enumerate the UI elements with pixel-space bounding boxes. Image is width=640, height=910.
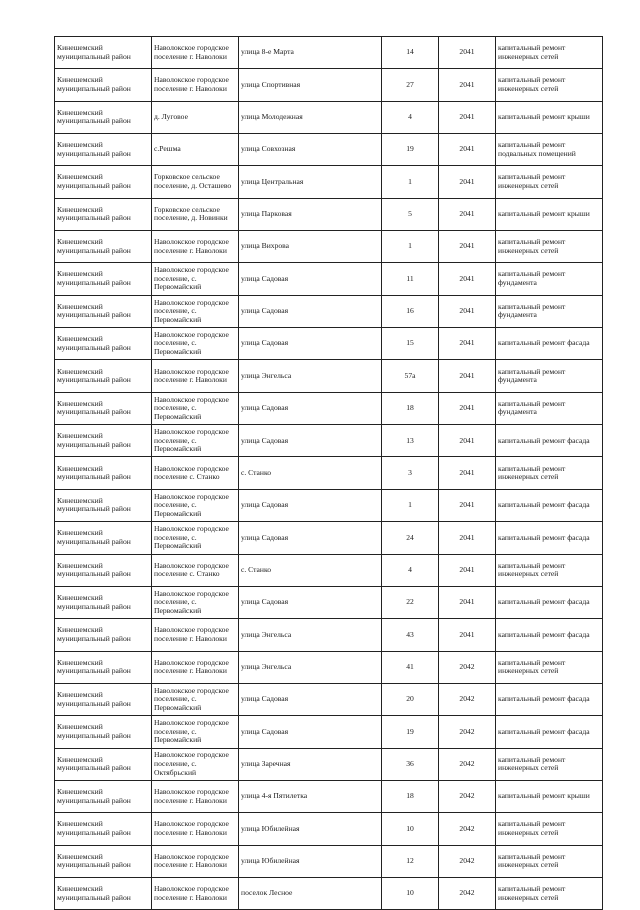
house-number-cell: 11: [382, 263, 439, 295]
district-cell: Кинешемский муниципальный район: [55, 295, 152, 327]
street-cell: улица 8-е Марта: [239, 37, 382, 69]
work-type-cell: капитальный ремонт инженерных сетей: [496, 845, 603, 877]
table-row: [55, 37, 603, 69]
work-type-cell: капитальный ремонт фасада: [496, 489, 603, 521]
street-cell: улица Садовая: [239, 295, 382, 327]
work-type-cell: капитальный ремонт крыши: [496, 780, 603, 812]
table-row: [55, 425, 603, 457]
year-cell: 2041: [439, 328, 496, 360]
year-cell: 2041: [439, 101, 496, 133]
table-row: [55, 586, 603, 618]
settlement-cell: Наволокское городское поселение, с. Первомайский: [152, 425, 239, 457]
table-body: [55, 37, 603, 910]
year-cell: 2042: [439, 845, 496, 877]
year-cell: 2041: [439, 392, 496, 424]
work-type-cell: капитальный ремонт инженерных сетей: [496, 554, 603, 586]
work-type-cell: капитальный ремонт фасада: [496, 586, 603, 618]
table-row: [55, 651, 603, 683]
year-cell: 2041: [439, 522, 496, 554]
street-cell: улица Заречная: [239, 748, 382, 780]
work-type-cell: капитальный ремонт подвальных помещений: [496, 134, 603, 166]
table-row: [55, 522, 603, 554]
street-cell: улица Садовая: [239, 683, 382, 715]
year-cell: 2042: [439, 683, 496, 715]
house-number-cell: 18: [382, 780, 439, 812]
street-cell: улица Совхозная: [239, 134, 382, 166]
district-cell: Кинешемский муниципальный район: [55, 877, 152, 909]
settlement-cell: д. Луговое: [152, 101, 239, 133]
work-type-cell: капитальный ремонт фасада: [496, 683, 603, 715]
street-cell: улица Парковая: [239, 198, 382, 230]
settlement-cell: Наволокское городское поселение г. Наволоки: [152, 69, 239, 101]
table-row: [55, 619, 603, 651]
street-cell: улица Юбилейная: [239, 813, 382, 845]
district-cell: Кинешемский муниципальный район: [55, 69, 152, 101]
district-cell: Кинешемский муниципальный район: [55, 489, 152, 521]
district-cell: Кинешемский муниципальный район: [55, 716, 152, 748]
street-cell: улица Садовая: [239, 586, 382, 618]
house-number-cell: 5: [382, 198, 439, 230]
settlement-cell: Наволокское городское поселение с. Станко: [152, 554, 239, 586]
street-cell: улица Молодежная: [239, 101, 382, 133]
house-number-cell: 10: [382, 877, 439, 909]
house-number-cell: 41: [382, 651, 439, 683]
district-cell: Кинешемский муниципальный район: [55, 425, 152, 457]
work-type-cell: капитальный ремонт фасада: [496, 425, 603, 457]
house-number-cell: 1: [382, 489, 439, 521]
district-cell: Кинешемский муниципальный район: [55, 651, 152, 683]
district-cell: Кинешемский муниципальный район: [55, 231, 152, 263]
settlement-cell: Наволокское городское поселение г. Наволоки: [152, 877, 239, 909]
district-cell: Кинешемский муниципальный район: [55, 748, 152, 780]
house-number-cell: 4: [382, 554, 439, 586]
settlement-cell: Наволокское городское поселение, с. Первомайский: [152, 295, 239, 327]
year-cell: 2041: [439, 134, 496, 166]
settlement-cell: Горковское сельское поселение, д. Новинки: [152, 198, 239, 230]
work-type-cell: капитальный ремонт инженерных сетей: [496, 877, 603, 909]
house-number-cell: 22: [382, 586, 439, 618]
district-cell: Кинешемский муниципальный район: [55, 554, 152, 586]
district-cell: Кинешемский муниципальный район: [55, 683, 152, 715]
district-cell: Кинешемский муниципальный район: [55, 166, 152, 198]
house-number-cell: 3: [382, 457, 439, 489]
year-cell: 2042: [439, 716, 496, 748]
table-row: [55, 554, 603, 586]
year-cell: 2041: [439, 425, 496, 457]
repair-schedule-table: [54, 36, 603, 910]
district-cell: Кинешемский муниципальный район: [55, 780, 152, 812]
district-cell: Кинешемский муниципальный район: [55, 392, 152, 424]
street-cell: улица Садовая: [239, 263, 382, 295]
table-row: [55, 69, 603, 101]
settlement-cell: Наволокское городское поселение с. Станко: [152, 457, 239, 489]
street-cell: улица Вихрова: [239, 231, 382, 263]
table-row: [55, 716, 603, 748]
table-row: [55, 101, 603, 133]
table-row: [55, 263, 603, 295]
work-type-cell: капитальный ремонт инженерных сетей: [496, 231, 603, 263]
district-cell: Кинешемский муниципальный район: [55, 134, 152, 166]
work-type-cell: капитальный ремонт фасада: [496, 716, 603, 748]
year-cell: 2042: [439, 780, 496, 812]
street-cell: улица Энгельса: [239, 619, 382, 651]
table-row: [55, 489, 603, 521]
house-number-cell: 14: [382, 37, 439, 69]
settlement-cell: Наволокское городское поселение, с. Первомайский: [152, 489, 239, 521]
street-cell: улица Центральная: [239, 166, 382, 198]
table-row: [55, 813, 603, 845]
settlement-cell: Наволокское городское поселение, с. Первомайский: [152, 716, 239, 748]
house-number-cell: 13: [382, 425, 439, 457]
settlement-cell: Горковское сельское поселение, д. Осташево: [152, 166, 239, 198]
district-cell: Кинешемский муниципальный район: [55, 845, 152, 877]
street-cell: улица Спортивная: [239, 69, 382, 101]
house-number-cell: 57а: [382, 360, 439, 392]
district-cell: Кинешемский муниципальный район: [55, 263, 152, 295]
work-type-cell: капитальный ремонт инженерных сетей: [496, 166, 603, 198]
table-row: [55, 360, 603, 392]
work-type-cell: капитальный ремонт фасада: [496, 328, 603, 360]
settlement-cell: Наволокское городское поселение, с. Первомайский: [152, 263, 239, 295]
year-cell: 2042: [439, 813, 496, 845]
table-row: [55, 457, 603, 489]
house-number-cell: 15: [382, 328, 439, 360]
settlement-cell: Наволокское городское поселение г. Наволоки: [152, 619, 239, 651]
year-cell: 2041: [439, 457, 496, 489]
street-cell: улица Юбилейная: [239, 845, 382, 877]
year-cell: 2041: [439, 619, 496, 651]
settlement-cell: Наволокское городское поселение, с. Октябрьский: [152, 748, 239, 780]
table-row: [55, 134, 603, 166]
house-number-cell: 12: [382, 845, 439, 877]
settlement-cell: Наволокское городское поселение, с. Первомайский: [152, 392, 239, 424]
work-type-cell: капитальный ремонт фасада: [496, 522, 603, 554]
house-number-cell: 43: [382, 619, 439, 651]
table-row: [55, 392, 603, 424]
table-row: [55, 845, 603, 877]
house-number-cell: 4: [382, 101, 439, 133]
district-cell: Кинешемский муниципальный район: [55, 101, 152, 133]
house-number-cell: 24: [382, 522, 439, 554]
house-number-cell: 18: [382, 392, 439, 424]
settlement-cell: Наволокское городское поселение г. Наволоки: [152, 651, 239, 683]
year-cell: 2041: [439, 231, 496, 263]
year-cell: 2042: [439, 877, 496, 909]
street-cell: с. Станко: [239, 457, 382, 489]
table-row: [55, 231, 603, 263]
table-row: [55, 295, 603, 327]
work-type-cell: капитальный ремонт фундамента: [496, 295, 603, 327]
year-cell: 2041: [439, 37, 496, 69]
street-cell: улица Садовая: [239, 522, 382, 554]
year-cell: 2041: [439, 166, 496, 198]
settlement-cell: Наволокское городское поселение, с. Первомайский: [152, 328, 239, 360]
house-number-cell: 19: [382, 716, 439, 748]
year-cell: 2042: [439, 651, 496, 683]
street-cell: улица Садовая: [239, 489, 382, 521]
work-type-cell: капитальный ремонт инженерных сетей: [496, 748, 603, 780]
house-number-cell: 20: [382, 683, 439, 715]
year-cell: 2041: [439, 69, 496, 101]
house-number-cell: 27: [382, 69, 439, 101]
work-type-cell: капитальный ремонт инженерных сетей: [496, 457, 603, 489]
settlement-cell: Наволокское городское поселение г. Наволоки: [152, 37, 239, 69]
street-cell: улица Энгельса: [239, 360, 382, 392]
house-number-cell: 1: [382, 231, 439, 263]
table-row: [55, 780, 603, 812]
work-type-cell: капитальный ремонт крыши: [496, 198, 603, 230]
year-cell: 2041: [439, 263, 496, 295]
street-cell: поселок Лесное: [239, 877, 382, 909]
year-cell: 2041: [439, 489, 496, 521]
settlement-cell: Наволокское городское поселение г. Наволоки: [152, 813, 239, 845]
work-type-cell: капитальный ремонт инженерных сетей: [496, 37, 603, 69]
table-row: [55, 683, 603, 715]
street-cell: улица 4-я Пятилетка: [239, 780, 382, 812]
table-row: [55, 748, 603, 780]
street-cell: улица Садовая: [239, 716, 382, 748]
house-number-cell: 10: [382, 813, 439, 845]
street-cell: с. Станко: [239, 554, 382, 586]
work-type-cell: капитальный ремонт инженерных сетей: [496, 813, 603, 845]
district-cell: Кинешемский муниципальный район: [55, 37, 152, 69]
settlement-cell: Наволокское городское поселение г. Наволоки: [152, 845, 239, 877]
house-number-cell: 19: [382, 134, 439, 166]
street-cell: улица Садовая: [239, 425, 382, 457]
street-cell: улица Садовая: [239, 328, 382, 360]
district-cell: Кинешемский муниципальный район: [55, 813, 152, 845]
district-cell: Кинешемский муниципальный район: [55, 619, 152, 651]
settlement-cell: Наволокское городское поселение, с. Первомайский: [152, 522, 239, 554]
district-cell: Кинешемский муниципальный район: [55, 198, 152, 230]
work-type-cell: капитальный ремонт фундамента: [496, 263, 603, 295]
house-number-cell: 36: [382, 748, 439, 780]
year-cell: 2041: [439, 295, 496, 327]
year-cell: 2041: [439, 198, 496, 230]
district-cell: Кинешемский муниципальный район: [55, 522, 152, 554]
work-type-cell: капитальный ремонт крыши: [496, 101, 603, 133]
street-cell: улица Садовая: [239, 392, 382, 424]
year-cell: 2041: [439, 554, 496, 586]
work-type-cell: капитальный ремонт фундамента: [496, 360, 603, 392]
district-cell: Кинешемский муниципальный район: [55, 328, 152, 360]
year-cell: 2042: [439, 748, 496, 780]
work-type-cell: капитальный ремонт инженерных сетей: [496, 69, 603, 101]
district-cell: Кинешемский муниципальный район: [55, 360, 152, 392]
year-cell: 2041: [439, 586, 496, 618]
district-cell: Кинешемский муниципальный район: [55, 457, 152, 489]
settlement-cell: Наволокское городское поселение, с. Первомайский: [152, 683, 239, 715]
settlement-cell: Наволокское городское поселение г. Наволоки: [152, 780, 239, 812]
settlement-cell: Наволокское городское поселение, с. Первомайский: [152, 586, 239, 618]
settlement-cell: с.Решма: [152, 134, 239, 166]
work-type-cell: капитальный ремонт инженерных сетей: [496, 651, 603, 683]
table-row: [55, 328, 603, 360]
house-number-cell: 1: [382, 166, 439, 198]
settlement-cell: Наволокское городское поселение г. Наволоки: [152, 231, 239, 263]
table-row: [55, 166, 603, 198]
district-cell: Кинешемский муниципальный район: [55, 586, 152, 618]
work-type-cell: капитальный ремонт фундамента: [496, 392, 603, 424]
year-cell: 2041: [439, 360, 496, 392]
work-type-cell: капитальный ремонт фасада: [496, 619, 603, 651]
table-row: [55, 198, 603, 230]
street-cell: улица Энгельса: [239, 651, 382, 683]
house-number-cell: 16: [382, 295, 439, 327]
settlement-cell: Наволокское городское поселение г. Наволоки: [152, 360, 239, 392]
